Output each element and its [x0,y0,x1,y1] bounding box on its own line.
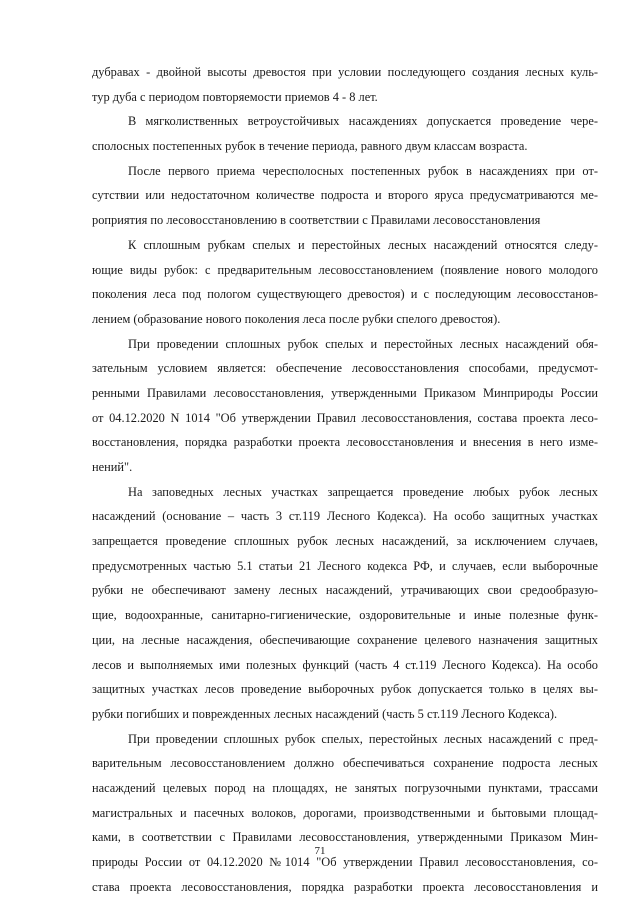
paragraph [92,159,598,233]
paragraph [92,480,598,727]
text-line: При проведении сплошных рубок спелых и перестойных лесных насаждений обя- [128,336,598,351]
text-line: лением (образование нового поколения леса после рубки спелого древостоя). [92,311,501,326]
paragraph [92,727,598,900]
paragraph [92,233,598,332]
text-line: В мягколиственных ветроустойчивых насаждениях допускается проведение чере- [128,114,598,129]
text-line: ренными Правилами лесовосстановления, утвержденными Приказом Минприроды России [92,385,598,400]
body-text [92,60,598,899]
text-line: поколения леса под пологом существующего древостоя) и с последующим лесовосстанов- [92,287,598,302]
text-line: щие, водоохранные, санитарно-гигиенические, оздоровительные и иные полезные функ- [92,608,598,623]
paragraph [92,109,598,158]
text-line: При проведении сплошных рубок спелых, перестойных лесных насаждений с пред- [128,731,598,746]
text-line: восстановления, порядка разработки проекта лесовосстановления и внесения в него изме- [92,435,598,450]
text-line: насаждений целевых пород на площадях, не занятых погрузочными пунктами, трассами [92,780,598,795]
text-line: После первого приема чересполосных постепенных рубок в насаждениях при от- [128,163,598,178]
text-line: насаждений (основание – часть 3 ст.119 Лесного Кодекса). На особо защитных участках [92,509,598,524]
text-line: тур дуба с периодом повторяемости приемов 4 - 8 лет. [92,89,378,104]
text-line: лесов и выполняемых ими полезных функций (часть 4 ст.119 Лесного Кодекса). На особо [92,657,598,672]
text-line: варительным лесовосстановлением должно обеспечиваться сохранение подроста лесных [92,756,598,771]
paragraph [92,332,598,480]
text-line: рубки не обеспечивают замену лесных насаждений, утрачивающих свои средообразую- [92,583,598,598]
text-line: от 04.12.2020 N 1014 "Об утверждении Правил лесовосстановления, состава проекта лесо- [92,410,598,425]
text-line: става проекта лесовосстановления, порядка разработки проекта лесовосстановления и [92,879,598,894]
text-line: природы России от 04.12.2020 №1014 "Об утверждении Правил лесовосстановления, со- [92,855,598,869]
text-line: роприятия по лесовосстановлению в соответствии с Правилами лесовосстановления [92,213,541,228]
text-line: сутствии или недостаточном количестве подроста и второго яруса предусматриваются ме- [92,188,598,203]
text-line: нений". [92,460,133,474]
text-line: ками, в соответствии с Правилами лесовосстановления, утвержденными Приказом Мин- [92,830,598,845]
page-number: 71 [314,845,326,857]
paragraph [92,60,598,109]
text-line: магистральных и пасечных волоков, дорогами, производственными и бытовыми площад- [92,805,598,820]
text-line: ции, на лесные насаждения, обеспечивающие сохранение целевого назначения защитных [92,632,598,647]
text-line: запрещается проведение сплошных рубок лесных насаждений, за исключением случаев, [92,534,598,549]
text-line: К сплошным рубкам спелых и перестойных лесных насаждений относятся следу- [128,237,598,252]
text-line: зательным условием является: обеспечение лесовосстановления способами, предусмот- [92,361,598,376]
text-line: дубравах - двойной высоты древостоя при условии последующего создания лесных куль- [92,65,598,79]
text-line: сполосных постепенных рубок в течение периода, равного двум классам возраста. [92,139,528,154]
text-line: На заповедных лесных участках запрещается проведение любых рубок лесных [128,484,598,499]
text-line: ющие виды рубок: с предварительным лесовосстановлением (появление нового молодого [92,262,598,277]
text-line: предусмотренных частью 5.1 статьи 21 Лесного кодекса РФ, и случаев, если выборочные [92,558,598,573]
text-line: защитных участках лесов проведение выборочных рубок допускается только в целях вы- [92,682,598,697]
text-line: рубки погибших и поврежденных лесных насаждений (часть 5 ст.119 Лесного Кодекса). [92,706,558,721]
